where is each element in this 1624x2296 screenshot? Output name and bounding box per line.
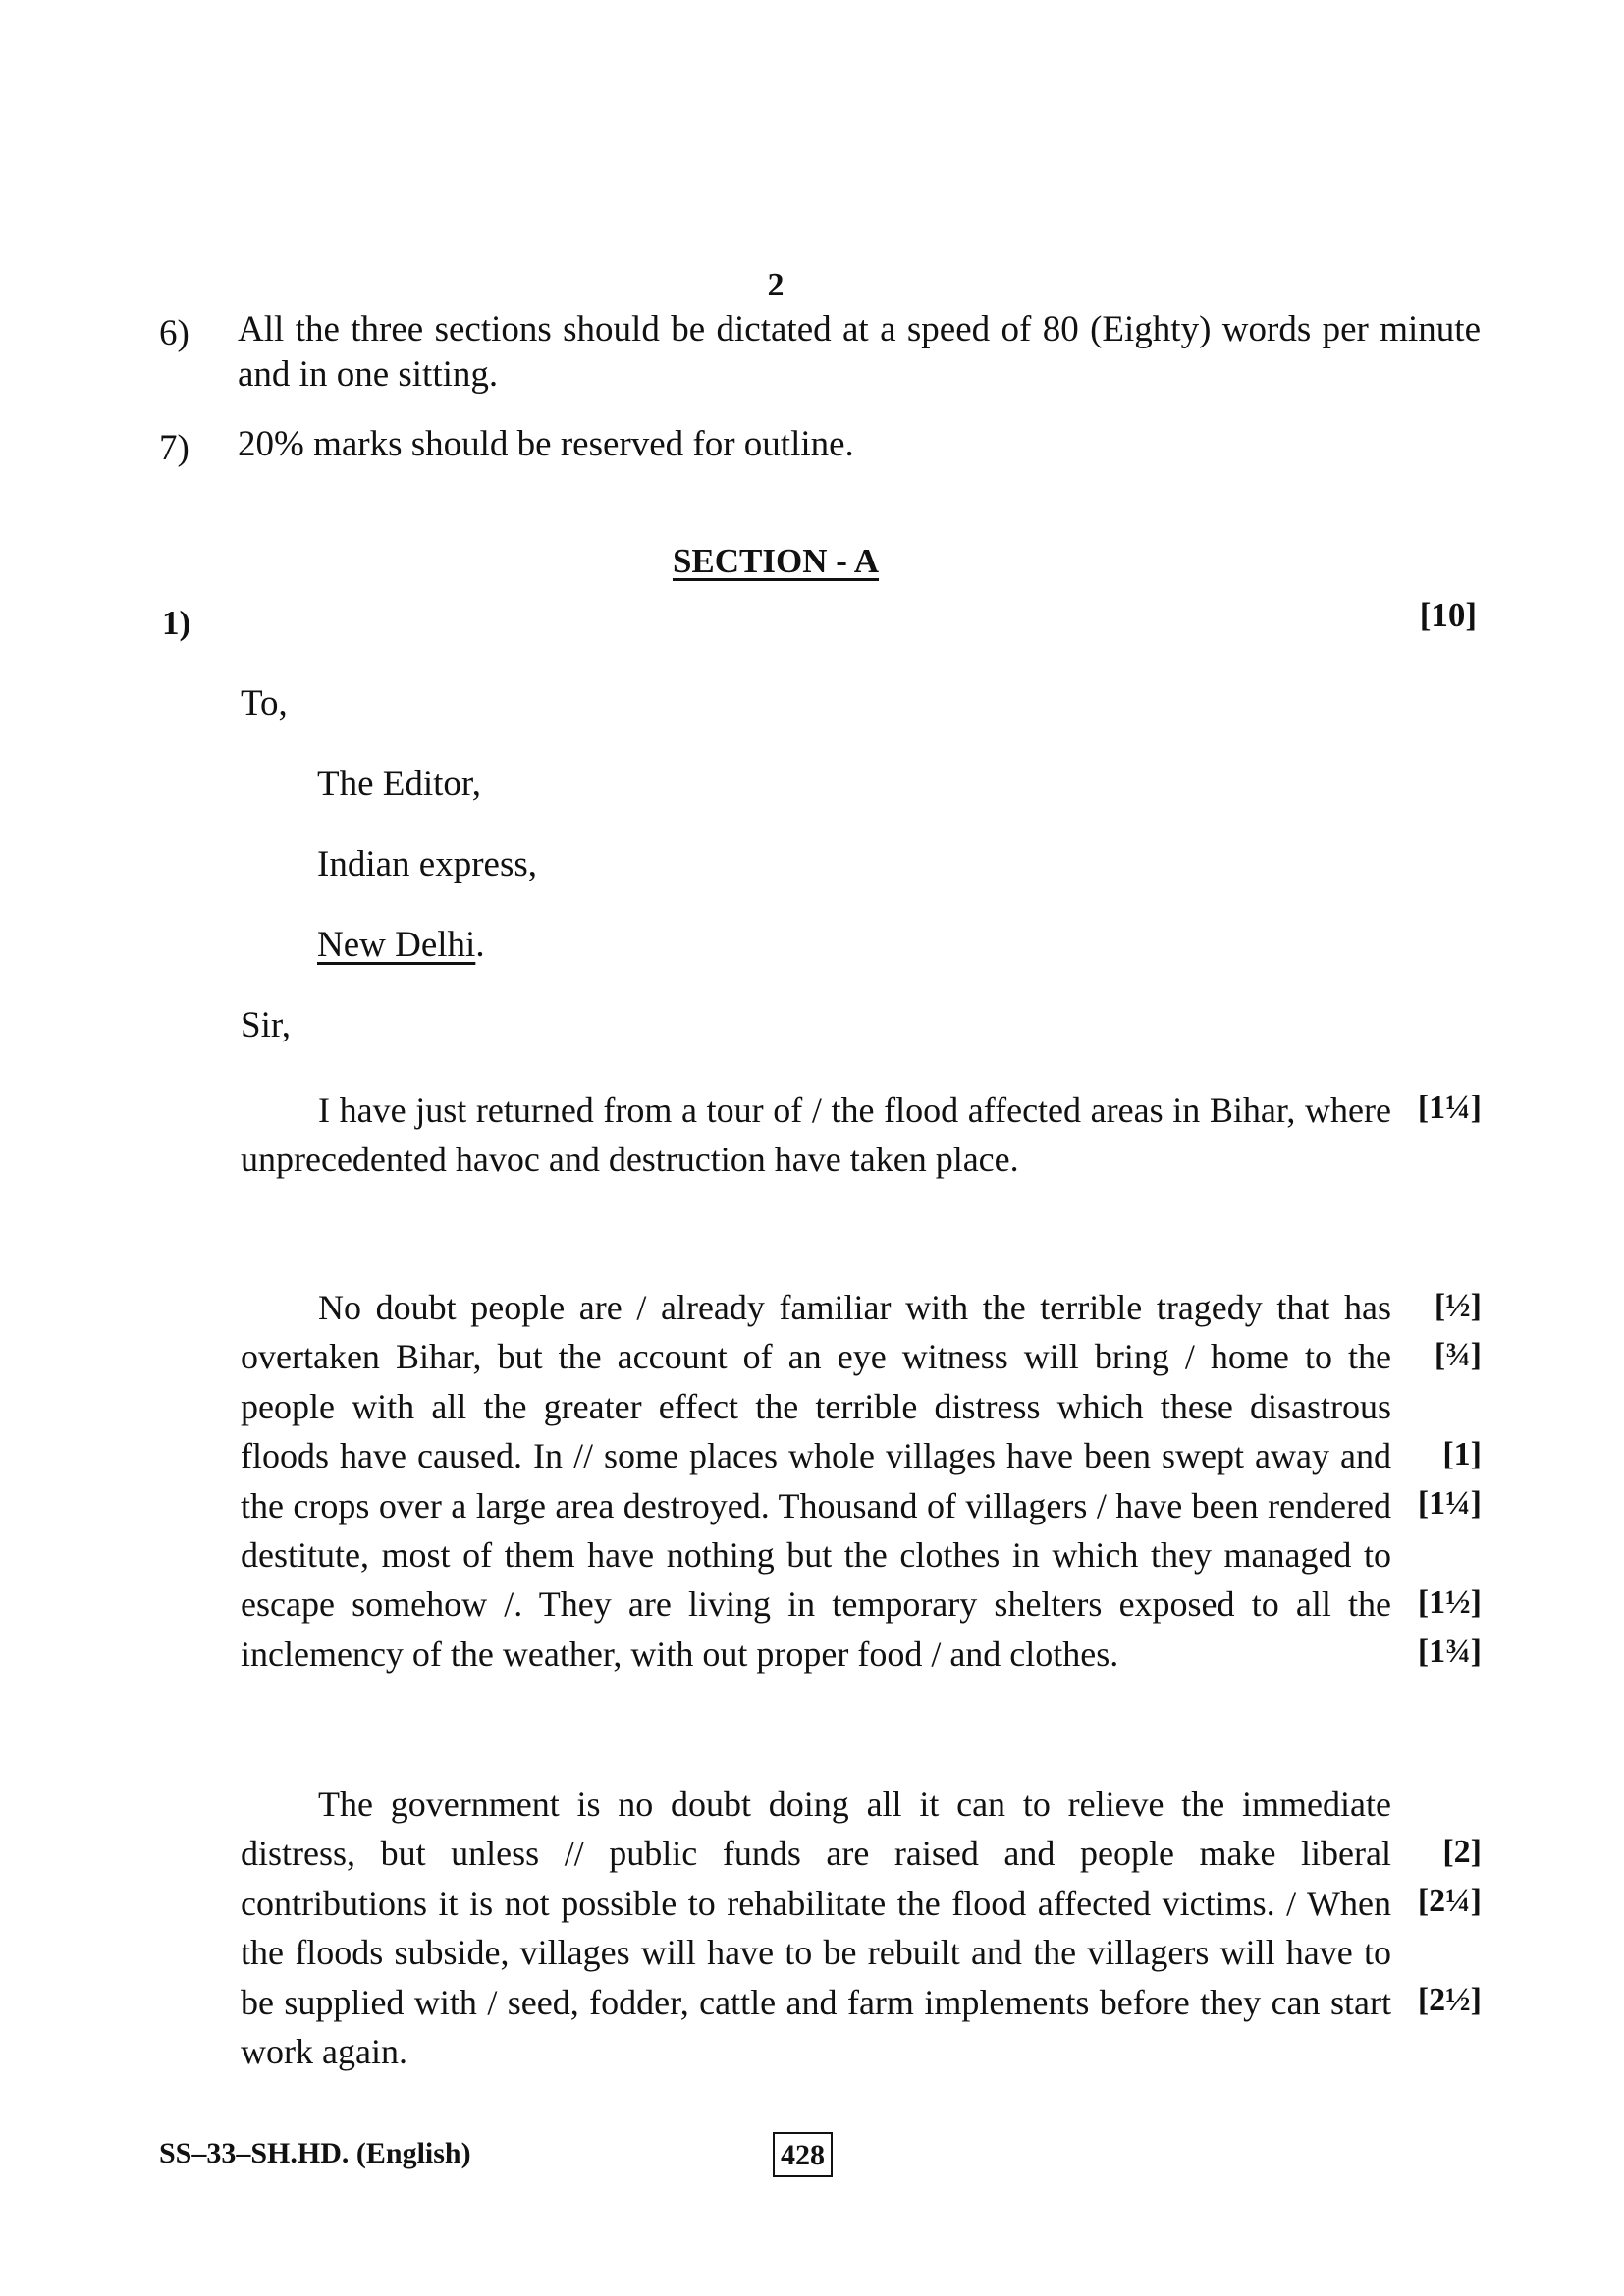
page-number: 2 <box>767 267 785 303</box>
letter-paragraph-2 <box>241 1283 1391 1679</box>
instruction-7-number: 7) <box>159 428 189 468</box>
progress-mark: [1] <box>1442 1436 1482 1472</box>
address-city-punct: . <box>475 925 485 965</box>
address-line-editor: The Editor, <box>317 764 482 804</box>
progress-mark: [¾] <box>1434 1337 1482 1373</box>
progress-mark: [2] <box>1442 1834 1482 1870</box>
question-number: 1) <box>162 604 191 642</box>
progress-mark: [2¼] <box>1417 1883 1482 1919</box>
address-city: New Delhi <box>317 925 476 965</box>
paragraph-3-text: The government is no doubt doing all it can to relieve the immediate distress, but unless // public funds are raised and people make liberal contributions it is not possible to rehabilitate the flood affected victims. / When the floods subside, villages will have to be rebuilt and the villagers will have to be supplied with / seed, fodder, cattle and farm implements before they can start work again. <box>241 1785 1391 2072</box>
instruction-7-text: 20% marks should be reserved for outline. <box>238 424 854 464</box>
instruction-6-text: All the three sections should be dictated at a speed of 80 (Eighty) words per minute and in one sitting. <box>238 309 1481 395</box>
footer-page-box: 428 <box>773 2132 833 2177</box>
paragraph-2-text: No doubt people are / already familiar with the terrible tragedy that has overtaken Bihar, but the account of an eye witness will bring / home to the people with all the greater effect the terrible distress which these disastrous floods have caused. In // some places whole villages have been swept away and the crops over a large area destroyed. Thousand of villagers / have been rendered destitute, most of them have nothing but the clothes in which they managed to escape somehow /. They are living in temporary shelters exposed to all the inclemency of the weather, with out proper food / and clothes. <box>241 1288 1391 1674</box>
progress-mark: [½] <box>1434 1288 1482 1324</box>
letter-paragraph-1 <box>241 1086 1391 1185</box>
progress-mark: [1½] <box>1417 1584 1482 1621</box>
footer-paper-code: SS–33–SH.HD. (English) <box>159 2137 471 2169</box>
question-marks: [10] <box>1419 596 1477 634</box>
section-title: SECTION - A <box>672 542 880 580</box>
progress-mark: [1¾] <box>1417 1633 1482 1670</box>
instruction-6-number: 6) <box>159 313 189 353</box>
address-line-paper: Indian express, <box>317 844 537 884</box>
letter-to: To, <box>241 683 288 723</box>
address-line-city <box>317 924 485 966</box>
progress-mark: [1¼] <box>1417 1090 1482 1126</box>
letter-greeting: Sir, <box>241 1005 291 1045</box>
progress-mark: [2½] <box>1417 1982 1482 2018</box>
paragraph-1-text: I have just returned from a tour of / the flood affected areas in Bihar, where unprecedented havoc and destruction have taken place. <box>241 1091 1391 1180</box>
progress-mark: [1¼] <box>1417 1485 1482 1522</box>
letter-paragraph-3 <box>241 1780 1391 2076</box>
